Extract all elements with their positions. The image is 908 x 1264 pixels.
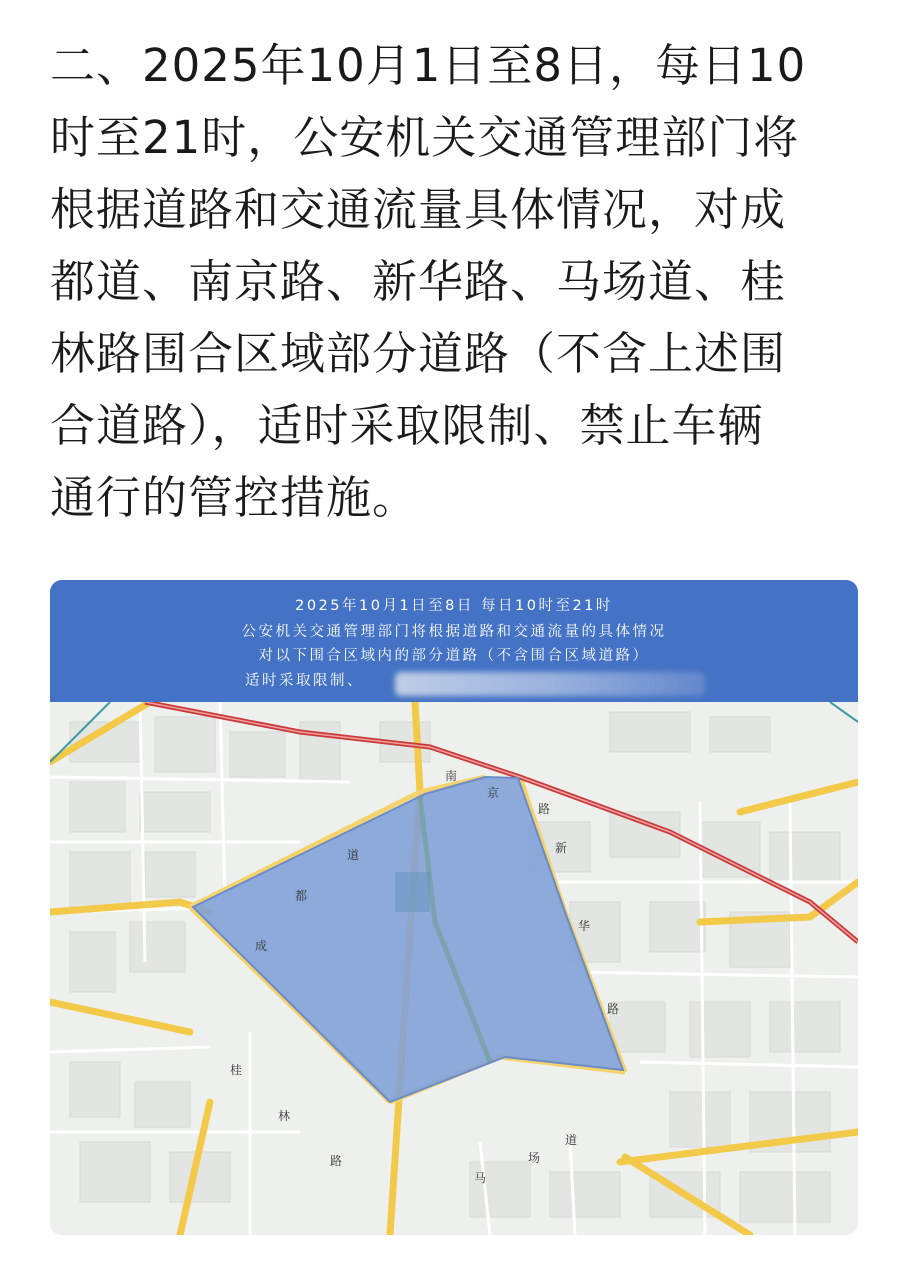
article-line: 通行的管控措施。 bbox=[50, 471, 419, 524]
road-label-nanjing: 京 bbox=[487, 786, 500, 800]
road-label-xinhua: 新 bbox=[555, 841, 568, 855]
street-map bbox=[50, 702, 858, 1235]
road-label-chengdu: 道 bbox=[347, 848, 360, 862]
road-label-nanjing: 南 bbox=[445, 769, 458, 783]
banner-line: 对以下围合区域内的部分道路（不含围合区域道路） bbox=[258, 648, 650, 664]
article-line: 二、2025年10月1日至8日，每日10 bbox=[50, 39, 807, 92]
road-label-guilin: 路 bbox=[330, 1154, 343, 1168]
road-label-xinhua: 路 bbox=[607, 1002, 620, 1016]
road-label-nanjing: 路 bbox=[538, 802, 551, 816]
article-text bbox=[50, 30, 850, 534]
road-label-guilin: 桂 bbox=[230, 1063, 243, 1077]
article-line: 根据道路和交通流量具体情况，对成 bbox=[50, 183, 787, 236]
banner-line: 2025年10月1日至8日 每日10时至21时 bbox=[295, 598, 613, 614]
road-label-xinhua: 华 bbox=[578, 919, 591, 933]
road-label-guilin: 林 bbox=[278, 1109, 291, 1123]
banner-line: 公安机关交通管理部门将根据道路和交通流量的具体情况 bbox=[241, 624, 667, 640]
article-line: 时至21时，公安机关交通管理部门将 bbox=[50, 111, 800, 164]
map-banner bbox=[50, 580, 858, 702]
road-label-chengdu: 都 bbox=[295, 889, 308, 903]
article-line: 都道、南京路、新华路、马场道、桂 bbox=[50, 255, 787, 308]
road-label-machang: 道 bbox=[565, 1133, 578, 1147]
road-label-machang: 马 bbox=[474, 1171, 487, 1185]
article-line: 林路围合区域部分道路（不含上述围 bbox=[50, 327, 787, 380]
road-label-machang: 场 bbox=[528, 1151, 541, 1165]
road-label-chengdu: 成 bbox=[255, 939, 268, 953]
blurred-text-overlay bbox=[395, 672, 705, 696]
article-line: 合道路），适时采取限制、禁止车辆 bbox=[50, 399, 764, 452]
traffic-control-map-image[interactable] bbox=[50, 580, 858, 1235]
banner-line: 适时采取限制、 bbox=[245, 673, 364, 689]
